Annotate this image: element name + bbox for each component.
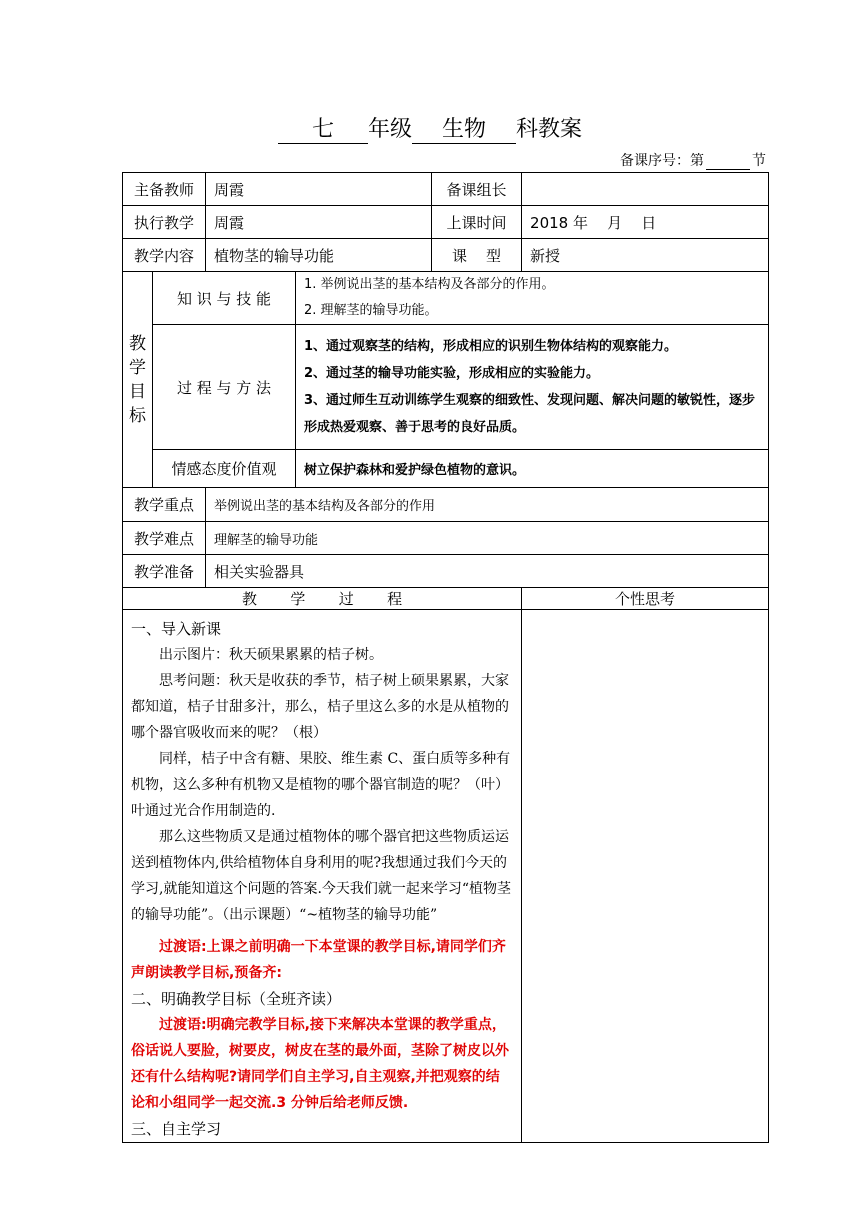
serial-blank[interactable] bbox=[706, 155, 750, 170]
group-leader-value bbox=[522, 173, 769, 206]
knowledge-items bbox=[296, 272, 769, 325]
content-value: 植物茎的输导功能 bbox=[206, 239, 432, 272]
lesson-serial bbox=[620, 150, 766, 170]
thinking-body[interactable] bbox=[522, 610, 769, 1143]
difficulty-label: 教学难点 bbox=[123, 522, 206, 555]
row-knowledge bbox=[123, 272, 769, 325]
section-intro-title: 一、导入新课 bbox=[131, 620, 222, 638]
goals-label-char: 目 bbox=[129, 381, 146, 402]
intro-paragraph: 思考问题：秋天是收获的季节，桔子树上硕果累累，大家都知道，桔子甘甜多汁，那么，桔子里这么多的水是从植物的哪个器官吸收而来的呢？（根） bbox=[131, 673, 509, 741]
class-time-year: 2018 bbox=[530, 213, 569, 232]
row-emotion bbox=[123, 450, 769, 488]
section-goals-title: 二、明确教学目标（全班齐读） bbox=[131, 990, 342, 1008]
goals-label-char: 标 bbox=[129, 405, 146, 426]
goals-label-char: 学 bbox=[129, 357, 146, 378]
preparation-label: 教学准备 bbox=[123, 555, 206, 588]
row-process-body bbox=[123, 610, 769, 1143]
class-time-label: 上课时间 bbox=[432, 206, 522, 239]
intro-paragraph: 出示图片：秋天硕果累累的桔子树。 bbox=[159, 647, 383, 663]
page-title bbox=[0, 112, 860, 144]
grade-suffix: 年级 bbox=[367, 117, 412, 142]
knowledge-label: 知 识 与 技 能 bbox=[153, 272, 296, 325]
class-time-day: 日 bbox=[641, 213, 657, 232]
row-main-teacher bbox=[123, 173, 769, 206]
process-method-items bbox=[296, 325, 769, 450]
row-content bbox=[123, 239, 769, 272]
class-time-value bbox=[522, 206, 769, 239]
intro-paragraph: 那么这些物质又是通过植物体的哪个器官把这些物质运运送到植物体内,供给植物体自身利用的呢?我想通过我们今天的学习,就能知道这个问题的答案.今天我们就一起来学习“植物茎的输导功能”。（出示课题）“~植物茎的输导功能” bbox=[131, 829, 512, 923]
lesson-type-label: 课 型 bbox=[432, 239, 522, 272]
row-preparation bbox=[123, 555, 769, 588]
process-method-label: 过 程 与 方 法 bbox=[153, 325, 296, 450]
class-time-month: 月 bbox=[607, 213, 623, 232]
row-process-header bbox=[123, 588, 769, 610]
row-difficulty bbox=[123, 522, 769, 555]
group-leader-label: 备课组长 bbox=[432, 173, 522, 206]
goals-label bbox=[123, 272, 153, 488]
thinking-header: 个性思考 bbox=[522, 588, 769, 610]
serial-prefix: 备课序号：第 bbox=[620, 153, 704, 169]
content-label: 教学内容 bbox=[123, 239, 206, 272]
main-teacher-label: 主备教师 bbox=[123, 173, 206, 206]
knowledge-item: 1. 举例说出茎的基本结构及各部分的作用。 bbox=[304, 277, 555, 292]
process-method-item: 1、通过观察茎的结构，形成相应的识别生物体结构的观察能力。 bbox=[304, 339, 678, 354]
exec-teacher-value: 周霞 bbox=[206, 206, 432, 239]
lesson-type-value: 新授 bbox=[522, 239, 769, 272]
key-point-label: 教学重点 bbox=[123, 488, 206, 522]
subject-value: 生物 bbox=[412, 112, 516, 144]
lesson-plan-table bbox=[122, 172, 769, 1143]
serial-suffix: 节 bbox=[752, 153, 766, 169]
teaching-process-body bbox=[123, 610, 522, 1143]
row-exec-teacher bbox=[123, 206, 769, 239]
class-time-year-unit: 年 bbox=[573, 213, 589, 232]
grade-value: 七 bbox=[278, 112, 368, 144]
knowledge-item: 2. 理解茎的输导功能。 bbox=[304, 303, 438, 318]
exec-teacher-label: 执行教学 bbox=[123, 206, 206, 239]
teaching-process-header: 教 学 过 程 bbox=[123, 588, 522, 610]
row-key-point bbox=[123, 488, 769, 522]
emotion-label: 情感态度价值观 bbox=[153, 450, 296, 488]
preparation-value: 相关实验器具 bbox=[206, 555, 769, 588]
row-process-method bbox=[123, 325, 769, 450]
transition-text: 过渡语:上课之前明确一下本堂课的教学目标,请同学们齐声朗读教学目标,预备齐: bbox=[131, 939, 506, 981]
goals-label-char: 教 bbox=[129, 333, 146, 354]
key-point-value: 举例说出茎的基本结构及各部分的作用 bbox=[206, 488, 769, 522]
subject-suffix: 科教案 bbox=[516, 117, 583, 142]
difficulty-value: 理解茎的输导功能 bbox=[206, 522, 769, 555]
main-teacher-value: 周霞 bbox=[206, 173, 432, 206]
intro-paragraph: 同样，桔子中含有糖、果胶、维生素 C、蛋白质等多种有机物，这么多种有机物又是植物的哪个器官制造的呢？（叶）叶通过光合作用制造的. bbox=[131, 751, 511, 819]
process-method-item: 2、通过茎的输导功能实验，形成相应的实验能力。 bbox=[304, 366, 600, 381]
section-self-study-title: 三、自主学习 bbox=[131, 1120, 222, 1138]
process-method-item: 3、通过师生互动训练学生观察的细致性、发现问题、解决问题的敏锐性，逐步形成热爱观察、善于思考的良好品质。 bbox=[304, 393, 756, 435]
emotion-value: 树立保护森林和爱护绿色植物的意识。 bbox=[296, 450, 769, 488]
transition-text: 过渡语:明确完教学目标,接下来解决本堂课的教学重点，俗话说人要脸，树要皮，树皮在茎的最外面，茎除了树皮以外还有什么结构呢?请同学们自主学习,自主观察,并把观察的结论和小组同学一起交流.3 分钟后给老师反馈. bbox=[131, 1017, 509, 1111]
